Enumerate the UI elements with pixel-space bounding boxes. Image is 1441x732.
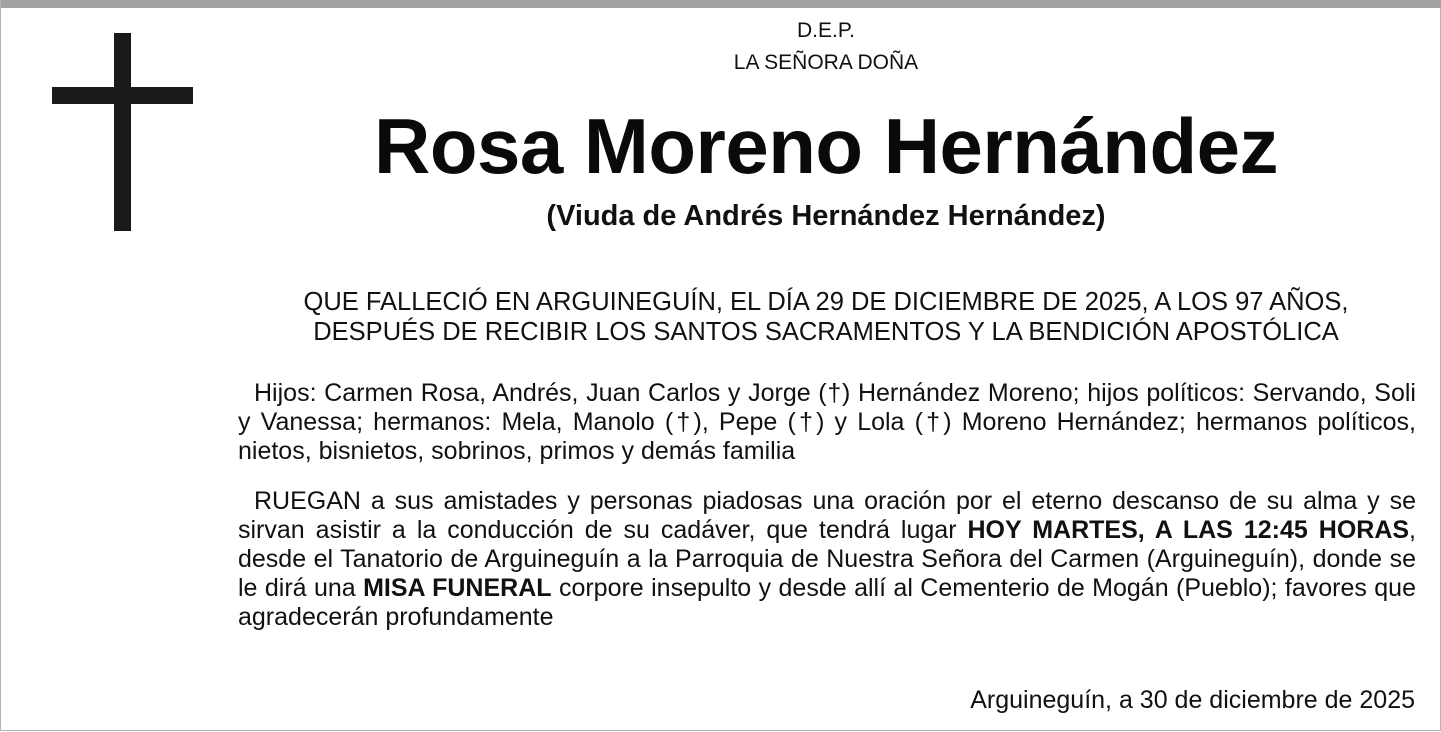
funeral-time: HOY MARTES, A LAS 12:45 HORAS [967, 516, 1410, 544]
top-border-bar [1, 0, 1441, 8]
request-text-part-1: RUEGAN a sus amistades y personas piadosas una oración por el eterno descanso de su alma y se sirvan asistir a la conducción de su cadáver, que tendrá lugar [238, 487, 1416, 544]
death-announcement-line-1: QUE FALLECIÓ EN ARGUINEGUÍN, EL DÍA 29 DE DICIEMBRE DE 2025, A LOS 97 AÑOS, [303, 288, 1349, 316]
funeral-request-paragraph [238, 487, 1416, 632]
funeral-mass-label: MISA FUNERAL [363, 574, 552, 602]
cross-vertical-beam [114, 33, 131, 231]
dep-heading: D.E.P. [797, 19, 855, 42]
place-and-date: Arguineguín, a 30 de diciembre de 2025 [970, 686, 1415, 714]
request-text-part-3: corpore insepulto y desde allí al Cementerio de Mogán (Pueblo); favores que agradecerán profundamente [238, 574, 1416, 631]
family-paragraph: Hijos: Carmen Rosa, Andrés, Juan Carlos y Jorge (†) Hernández Moreno; hijos políticos: Servando, Soli y Vanessa; hermanos: Mela, Manolo (†), Pepe (†) y Lola (†) Moreno Hernández; hermanos políticos, nietos, bisnietos, sobrinos, primos y demás familia [238, 379, 1416, 465]
death-announcement [231, 287, 1421, 347]
deceased-name: Rosa Moreno Hernández [374, 102, 1278, 190]
cross-horizontal-beam [52, 87, 193, 104]
widow-of-line: (Viuda de Andrés Hernández Hernández) [546, 200, 1106, 232]
latin-cross-icon [52, 33, 193, 231]
honorific-line: LA SEÑORA DOÑA [733, 51, 919, 74]
request-text-part-2: , desde el Tanatorio de Arguineguín a la Parroquia de Nuestra Señora del Carmen (Arguineguín), donde se le dirá una [238, 516, 1416, 602]
death-announcement-line-2: DESPUÉS DE RECIBIR LOS SANTOS SACRAMENTOS Y LA BENDICIÓN APOSTÓLICA [313, 318, 1339, 346]
